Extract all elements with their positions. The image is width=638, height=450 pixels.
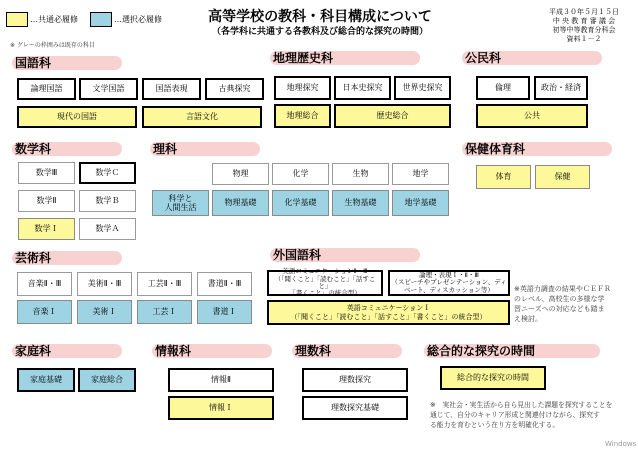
subject-kagaku-kiso: 化学基礎 bbox=[272, 190, 329, 216]
subject-ongaku-2-3: 音楽Ⅱ・Ⅲ bbox=[17, 272, 72, 296]
subject-katei-kiso: 家庭基礎 bbox=[17, 368, 75, 392]
page-subtitle: （各学科に共通する各教科及び総合的な探究の時間） bbox=[211, 27, 428, 37]
header-note: ※ グレーの枠囲みは既存の科目 bbox=[10, 42, 95, 49]
stamp-council: 中 央 教 育 審 議 会 bbox=[552, 17, 616, 25]
subject-sugaku-3: 数学Ⅲ bbox=[18, 162, 75, 184]
subject-shodo-1: 書道Ｉ bbox=[197, 300, 252, 324]
subject-shodo-2-3: 書道Ⅱ・Ⅲ bbox=[197, 272, 252, 296]
legend-select-label: …選択必履修 bbox=[114, 15, 162, 24]
subject-joho-1: 情報Ｉ bbox=[168, 396, 274, 420]
subject-ronri-hyogen: 論理・表現Ｉ・Ⅱ・Ⅲ （スピーチやプレゼンテーション、ディ ベート、ディスカッション等） bbox=[388, 270, 510, 296]
sogo-note: ※ 実社会・実生活から自ら見出した課題を探究することを 通じて、自分のキャリア形成と関連付けながら、探究す る能力を育むという在り方を明確化する。 bbox=[430, 401, 613, 429]
subject-ongaku-1: 音楽Ｉ bbox=[17, 300, 72, 324]
category-chireki: 地理歴史科 bbox=[270, 51, 420, 65]
subject-risu-tankyu: 理数探究 bbox=[302, 368, 408, 392]
subject-sugaku-b: 数学Ｂ bbox=[79, 190, 136, 212]
subject-sogo-tankyu: 総合的な探究の時間 bbox=[440, 366, 546, 390]
subject-sugaku-1: 数学Ｉ bbox=[18, 218, 75, 240]
subject-gengo-bunka: 言語文化 bbox=[142, 106, 262, 128]
subject-seiji-keizai: 政治・経済 bbox=[534, 76, 588, 100]
page-title: 高等学校の教科・科目構成について bbox=[208, 9, 432, 25]
category-komin: 公民科 bbox=[462, 51, 602, 65]
subject-bijutsu-2-3: 美術Ⅱ・Ⅲ bbox=[77, 272, 132, 296]
subject-kagaku-to-ningen-seikatsu: 科学と 人間生活 bbox=[152, 190, 209, 216]
subject-kokugo-hyogen: 国語表現 bbox=[142, 78, 201, 100]
subject-sugaku-c: 数学Ｃ bbox=[79, 162, 136, 184]
stamp-date: 平成３０年５月１５日 bbox=[549, 8, 619, 16]
category-rika: 理科 bbox=[150, 142, 260, 156]
subject-chigaku: 地学 bbox=[392, 163, 449, 185]
category-joho: 情報科 bbox=[152, 344, 272, 358]
subject-sugaku-a: 数学Ａ bbox=[79, 218, 136, 240]
subject-hoken: 保健 bbox=[535, 165, 590, 189]
subject-chiri-sogo: 地理総合 bbox=[274, 104, 331, 128]
category-risu: 理数科 bbox=[292, 344, 402, 358]
subject-kogei-1: 工芸Ｉ bbox=[137, 300, 192, 324]
subject-rekishi-sogo: 歴史総合 bbox=[334, 104, 451, 128]
category-gaikokugo: 外国語科 bbox=[270, 248, 420, 262]
subject-taiiku: 体育 bbox=[476, 165, 531, 189]
legend-common-label: …共通必履修 bbox=[30, 15, 78, 24]
subject-gendai-no-kokugo: 現代の国語 bbox=[17, 106, 137, 128]
windows-watermark: Windows bbox=[605, 440, 637, 448]
subject-eigo-comm-1: 英語コミュニケーションＩ （「聞くこと」「読むこと」「話すこと」「書くこと」の統合型） bbox=[267, 300, 510, 325]
legend-select-swatch bbox=[90, 12, 112, 27]
category-hoken-taiiku: 保健体育科 bbox=[462, 142, 612, 156]
gaikokugo-note: ※英語力調査の結果やＣＥＦＲ のレベル、高校生の多様な学 習ニーズへの対応なども踏ま え検討。 bbox=[514, 285, 611, 323]
subject-chigaku-kiso: 地学基礎 bbox=[392, 190, 449, 216]
stamp bbox=[538, 8, 630, 44]
subject-katei-sogo: 家庭総合 bbox=[78, 368, 136, 392]
subject-seibutsu: 生物 bbox=[332, 163, 389, 185]
legend-common-swatch bbox=[6, 12, 28, 27]
subject-eigo-comm-2-3: 英語コミュニケーションⅡ・Ⅲ （「聞くこと」「読むこと」「話すこと」 「書くこと」の統合型） bbox=[267, 270, 383, 296]
category-kokugo: 国語科 bbox=[12, 56, 122, 70]
subject-sekaishi-tankyu: 世界史探究 bbox=[394, 76, 451, 100]
subject-ronri-kokugo: 論理国語 bbox=[17, 78, 76, 100]
subject-butsuri: 物理 bbox=[212, 163, 269, 185]
subject-kagaku: 化学 bbox=[272, 163, 329, 185]
subject-koten-tankyu: 古典探究 bbox=[205, 78, 264, 100]
subject-kokyo: 公共 bbox=[476, 104, 588, 128]
subject-butsuri-kiso: 物理基礎 bbox=[212, 190, 269, 216]
subject-joho-2: 情報Ⅱ bbox=[168, 368, 274, 392]
category-sugaku: 数学科 bbox=[12, 142, 122, 156]
subject-rinri: 倫理 bbox=[476, 76, 530, 100]
subject-bungaku-kokugo: 文学国語 bbox=[79, 78, 138, 100]
subject-chiri-tankyu: 地理探究 bbox=[274, 76, 331, 100]
subject-risu-tankyu-kiso: 理数探究基礎 bbox=[302, 396, 408, 420]
stamp-subcommittee: 初等中等教育分科会 bbox=[552, 26, 616, 34]
subject-bijutsu-1: 美術Ｉ bbox=[77, 300, 132, 324]
subject-seibutsu-kiso: 生物基礎 bbox=[332, 190, 389, 216]
category-sogo-tankyu: 総合的な探究の時間 bbox=[424, 344, 600, 358]
subject-sugaku-2: 数学Ⅱ bbox=[18, 190, 75, 212]
stamp-doc-number: 資料１－２ bbox=[566, 35, 602, 43]
category-katei: 家庭科 bbox=[12, 344, 122, 358]
category-geijutsu: 芸術科 bbox=[12, 251, 122, 265]
subject-kogei-2-3: 工芸Ⅱ・Ⅲ bbox=[137, 272, 192, 296]
subject-nihonshi-tankyu: 日本史探究 bbox=[334, 76, 391, 100]
